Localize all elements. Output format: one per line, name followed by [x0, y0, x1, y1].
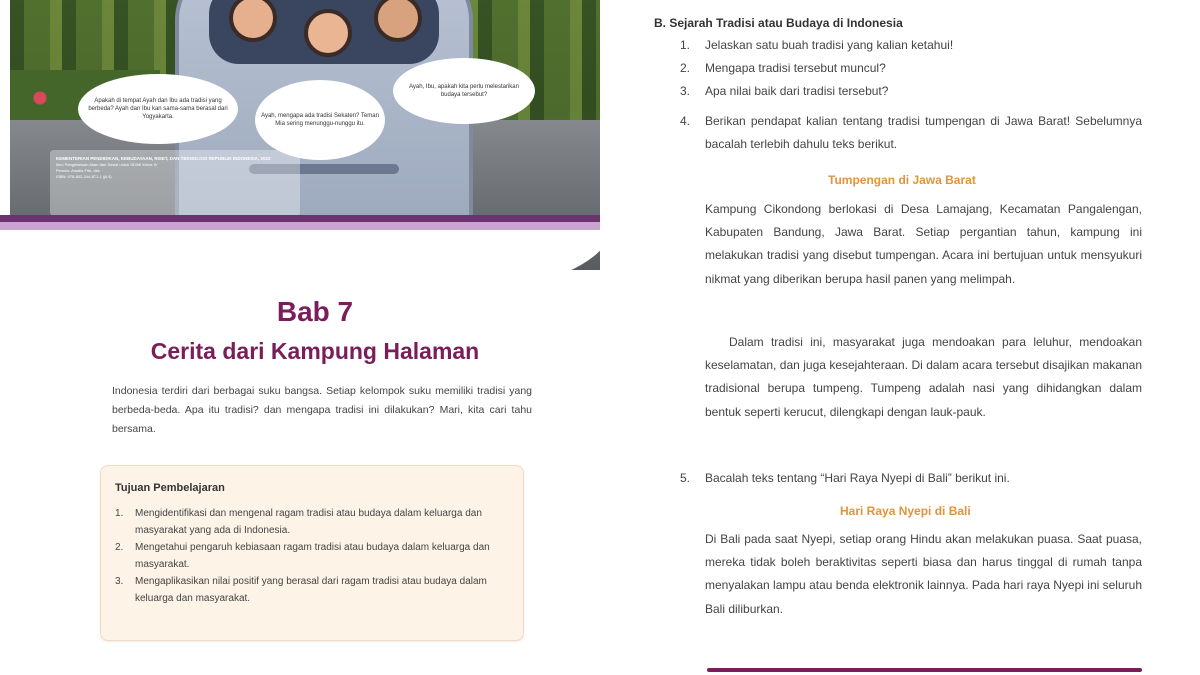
- imprint-line-4: ISBN: 978-602-244-871-1 (jil.4): [56, 174, 112, 179]
- question-number: 4.: [680, 114, 691, 128]
- question-number: 1.: [680, 38, 691, 52]
- question-text: Apa nilai baik dari tradisi tersebut?: [705, 84, 889, 98]
- right-page: [600, 0, 1200, 675]
- imprint-line-3: Penulis: Amalia Fitri, dkk.: [56, 168, 101, 173]
- objective-number: 1.: [115, 508, 124, 519]
- reading-2-paragraph-1: Di Bali pada saat Nyepi, setiap orang Hindu akan melakukan puasa. Saat puasa, mereka tidak boleh beraktivitas seperti biasa dan harus tinggal di rumah tanpa menyalakan lampu atau benda elektronik lainnya. Pada hari raya Nyepi ini seluruh Bali diliburkan.: [705, 532, 1142, 616]
- section-title: B. Sejarah Tradisi atau Budaya di Indonesia: [654, 16, 903, 30]
- chapter-title: Cerita dari Kampung Halaman: [150, 338, 480, 364]
- reading-1-paragraph-2: Dalam tradisi ini, masyarakat juga mendoakan para leluhur, mendoakan keselamatan, dan juga kesejahteraan. Di dalam acara tersebut disajikan makanan tradisional berupa tumpeng. Tumpeng adalah nasi yang dihidangkan dalam bentuk seperti kerucut, dilengkapi dengan lauk-pauk.: [705, 335, 1142, 419]
- objective-number: 2.: [115, 542, 124, 553]
- speech-bubble-1: [78, 74, 238, 144]
- question-text: Berikan pendapat kalian tentang tradisi tumpengan di Jawa Barat! Sebelumnya bacalah terlebih dahulu teks berikut.: [705, 114, 1142, 151]
- question-text: Mengapa tradisi tersebut muncul?: [705, 61, 886, 75]
- objective-item: [115, 574, 510, 607]
- question-item: [680, 57, 1142, 80]
- speech-bubble-3: [393, 58, 535, 124]
- objective-item: [115, 506, 510, 539]
- question-item: [680, 80, 1142, 103]
- speech-bubble-2-text: Ayah, mengapa ada tradisi Sekaten? Teman Mia sering menunggu-nunggu itu.: [261, 113, 379, 127]
- question-number: 3.: [680, 84, 691, 98]
- reading-2-title: Hari Raya Nyepi di Bali: [840, 504, 971, 518]
- chapter-intro: Indonesia terdiri dari berbagai suku bangsa. Setiap kelompok suku memiliki tradisi yang berbeda-beda. Apa itu tradisi? dan mengapa tradisi ini dilakukan? Mari, kita cari tahu bersama.: [112, 385, 532, 435]
- question-text: Jelaskan satu buah tradisi yang kalian ketahui!: [705, 38, 954, 52]
- question-number: 2.: [680, 61, 691, 75]
- speech-bubble-1-text: Apakah di tempat Ayah dan Ibu ada tradisi yang berbeda? Ayah dan Ibu kan sama-sama berasal dari Yogyakarta.: [88, 98, 228, 120]
- objective-text: Mengaplikasikan nilai positif yang berasal dari ragam tradisi atau budaya dalam keluarga dan masyarakat.: [135, 576, 487, 604]
- speech-bubble-3-text: Ayah, Ibu, apakah kita perlu melestarikan budaya tersebut?: [409, 84, 519, 98]
- learning-objectives-title: Tujuan Pembelajaran: [115, 482, 225, 494]
- reading-1-title: Tumpengan di Jawa Barat: [828, 173, 976, 187]
- imprint-line-2: Ilmu Pengetahuan Alam dan Sosial untuk SD/MI Kelas IV: [56, 162, 158, 167]
- question-number: 5.: [680, 471, 691, 485]
- child-figure: [304, 9, 352, 57]
- question-item-5: [680, 467, 1142, 490]
- speech-bubble-2: [255, 80, 385, 160]
- learning-objectives-box: [100, 465, 524, 641]
- learning-objectives-list: [115, 506, 510, 608]
- objective-item: [115, 540, 510, 573]
- objective-number: 3.: [115, 576, 124, 587]
- question-item: [680, 110, 1142, 156]
- publisher-imprint: [50, 150, 300, 216]
- objective-text: Mengetahui pengaruh kebiasaan ragam tradisi atau budaya dalam keluarga dan masyarakat.: [135, 542, 490, 570]
- question-text: Bacalah teks tentang “Hari Raya Nyepi di Bali” berikut ini.: [705, 471, 1010, 485]
- imprint-line-1: KEMENTERIAN PENDIDIKAN, KEBUDAYAAN, RISET, DAN TEKNOLOGI REPUBLIK INDONESIA, 2022: [56, 156, 271, 161]
- question-item: [680, 34, 1142, 57]
- chapter-number: Bab 7: [276, 296, 354, 327]
- bottom-divider: [707, 668, 1142, 672]
- objective-text: Mengidentifikasi dan mengenal ragam tradisi atau budaya dalam keluarga dan masyarakat yang ada di Indonesia.: [135, 508, 482, 536]
- reading-1-paragraph-1: Kampung Cikondong berlokasi di Desa Lamajang, Kecamatan Pangalengan, Kabupaten Bandung, Jawa Barat. Setiap pergantian tahun, kampung ini melakukan tradisi yang disebut tumpengan. Acara ini bertujuan untuk mensyukuri nikmat yang diberikan berupa hasil panen yang melimpah.: [705, 202, 1142, 286]
